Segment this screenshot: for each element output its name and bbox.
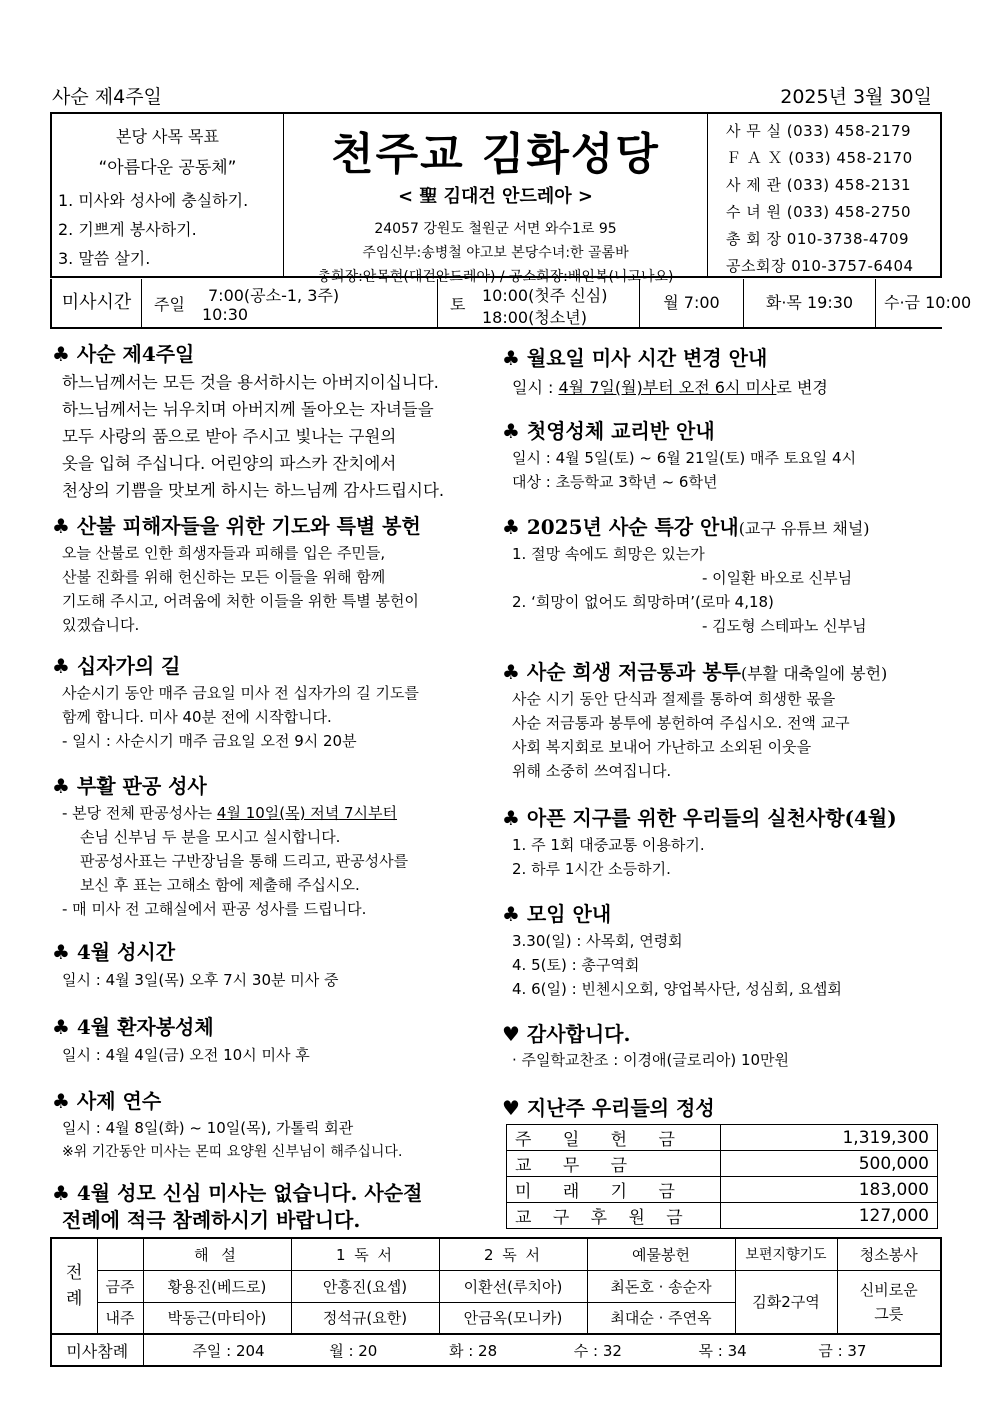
section-title: ♣ 십자가의 길 xyxy=(52,654,181,678)
section-offerings xyxy=(502,1092,942,1121)
section-title: ♣ 4월 환자봉성체 xyxy=(52,1015,214,1039)
header-commentary: 해 설 xyxy=(143,1238,291,1270)
text-line: 4. 6(일) : 빈첸시오회, 양업복사단, 성심회, 요셉회 xyxy=(512,980,842,998)
text-line: 일시 : 4월 5일(토) ~ 6월 21일(토) 매주 토요일 4시 xyxy=(512,449,857,467)
liturgy-table xyxy=(50,1237,942,1367)
saturday-time-1: 10:00(첫주 신심) xyxy=(482,286,608,305)
pastoral-goals xyxy=(52,114,284,276)
section-holy-hour xyxy=(52,936,492,990)
prayer-group: 김화2구역 xyxy=(735,1270,837,1334)
goal-item: 1. 미사와 성사에 충실하기. xyxy=(58,191,249,210)
contact-rectory: 사 제 관 (033) 458-2131 xyxy=(726,176,912,194)
offering-label: 교 무 금 xyxy=(507,1151,721,1177)
text-line: 사순 저금통과 봉투에 봉헌하여 주십시오. 전액 교구 xyxy=(512,714,850,732)
title-text: ♣ 사순 희생 저금통과 봉투 xyxy=(502,660,741,684)
offering-row xyxy=(507,1151,938,1177)
section-title: ♣ 사순 제4주일 xyxy=(52,342,195,366)
text-line: 사순 시기 동안 단식과 절제를 통하여 희생한 몫을 xyxy=(512,690,836,708)
church-clergy: 주임신부:송병철 야고보 본당수녀:한 골롬바 xyxy=(362,245,629,261)
section-lent-sacrifice-box xyxy=(502,656,942,783)
attendance-sunday: 주일 : 204 xyxy=(192,1341,265,1360)
contact-mission-president: 공소회장 010-3757-6404 xyxy=(726,257,914,275)
masthead-box xyxy=(50,112,942,285)
section-title: ♥ 지난주 우리들의 정성 xyxy=(502,1096,715,1120)
church-patron: < 聖 김대건 안드레아 > xyxy=(398,186,593,207)
text-line: 3.30(일) : 사목회, 연령회 xyxy=(512,932,683,950)
next-week-label: 내주 xyxy=(97,1302,143,1334)
attendance-thu: 목 : 34 xyxy=(698,1341,747,1360)
this-week-reading-1: 안흥진(요셉) xyxy=(291,1270,439,1302)
text-line: 하느님께서는 모든 것을 용서하시는 아버지이십니다. xyxy=(62,373,439,392)
church-address: 24057 강원도 철원군 서면 와수1로 95 xyxy=(374,221,617,237)
goal-item: 3. 말씀 살기. xyxy=(58,249,151,268)
text-span: 로 변경 xyxy=(776,378,828,397)
text-line: 2. 하루 1시간 소등하기. xyxy=(512,860,671,878)
section-title: ♣ 산불 피해자들을 위한 기도와 특별 봉헌 xyxy=(52,514,421,538)
attendance-values xyxy=(143,1334,941,1366)
section-monday-mass-change xyxy=(502,342,942,398)
offering-table xyxy=(506,1124,938,1229)
text-line: 함께 합니다. 미사 40분 전에 시작합니다. xyxy=(62,708,332,726)
text-line: 위해 소중히 쓰여집니다. xyxy=(512,762,672,780)
text-line: 사회 복지회로 보내어 가난하고 소외된 이웃을 xyxy=(512,738,812,756)
goals-motto: “아름다운 공동체” xyxy=(98,158,237,178)
text-line: 옷을 입혀 주십니다. 어린양의 파스카 잔치에서 xyxy=(62,454,397,473)
bulletin-header xyxy=(52,82,932,109)
section-title: 전례에 적극 참례하시기 바랍니다. xyxy=(62,1208,361,1232)
saturday-label: 토 xyxy=(450,295,466,314)
sunday-time-1: 7:00(공소-1, 3주) xyxy=(208,286,340,305)
attendance-mon: 월 : 20 xyxy=(329,1341,378,1360)
bulletin-date: 2025년 3월 30일 xyxy=(780,86,932,108)
section-title: ♣ 4월 성모 신심 미사는 없습니다. 사순절 xyxy=(52,1181,423,1205)
text-line: 일시 : 4월 8일(화) ~ 10일(목), 가톨릭 회관 xyxy=(62,1119,354,1137)
contact-list xyxy=(708,114,940,276)
text-line: 대상 : 초등학교 3학년 ~ 6학년 xyxy=(512,473,718,491)
text-line: 1. 절망 속에도 희망은 있는가 xyxy=(512,545,705,563)
section-title: ♣ 아픈 지구를 위한 우리들의 실천사항(4월) xyxy=(502,806,897,830)
sunday-time-2: 10:30 xyxy=(202,305,249,324)
text-line: - 김도형 스테파노 신부님 xyxy=(702,617,867,635)
liturgy-label xyxy=(51,1238,97,1334)
section-title xyxy=(502,511,942,540)
section-lent-4th-sunday xyxy=(52,338,492,504)
offering-row xyxy=(507,1203,938,1229)
church-council: 총회장:안목현(대건안드레아) / 공소회장:배인복(니고나오) xyxy=(317,269,674,285)
liturgy-label-1: 전 xyxy=(66,1263,83,1283)
section-sick-communion xyxy=(52,1011,492,1065)
offering-amount: 500,000 xyxy=(721,1151,938,1177)
header-prayer: 보편지향기도 xyxy=(735,1238,837,1270)
mass-wed-fri: 수·금 10:00 xyxy=(884,293,972,312)
text-line: 사순시기 동안 매주 금요일 미사 전 십자가의 길 기도를 xyxy=(62,684,419,702)
church-name: 천주교 김화성당 xyxy=(331,129,660,180)
liturgy-label-2: 례 xyxy=(66,1289,83,1309)
this-week-commentary: 황용진(베드로) xyxy=(143,1270,291,1302)
section-title: ♥ 감사합니다. xyxy=(502,1022,631,1046)
underlined-date: 4월 7일(월)부터 오전 6시 미사 xyxy=(558,378,777,397)
this-week-reading-2: 이환선(루치아) xyxy=(439,1270,587,1302)
section-way-of-cross xyxy=(52,650,492,753)
attendance-fri: 금 : 37 xyxy=(818,1341,867,1360)
text-line: - 일시 : 사순시기 매주 금요일 오전 9시 20분 xyxy=(62,732,357,750)
text-line: 일시 : 4월 4일(금) 오전 10시 미사 후 xyxy=(62,1046,310,1064)
section-title xyxy=(502,656,942,685)
contact-president: 총 회 장 010-3738-4709 xyxy=(726,230,910,248)
section-thanks xyxy=(502,1018,942,1070)
underlined-date: 4월 10일(목) 저녁 7시부터 xyxy=(216,804,398,822)
text-line: 오늘 산불로 인한 희생자들과 피해를 입은 주민들, xyxy=(62,544,386,562)
saturday-time-2: 18:00(청소년) xyxy=(482,308,587,327)
text-line: 보신 후 표는 고해소 함에 제출해 주십시오. xyxy=(80,876,360,894)
offering-amount: 183,000 xyxy=(721,1177,938,1203)
sunday-label: 주일 xyxy=(154,295,185,314)
text-line: 기도해 주시고, 어려움에 처한 이들을 위한 특별 봉헌이 xyxy=(62,592,419,610)
contact-convent: 수 녀 원 (033) 458-2750 xyxy=(726,203,912,221)
section-easter-confession xyxy=(52,770,492,921)
title-sub: (교구 유튜브 채널) xyxy=(738,519,870,538)
section-title: ♣ 첫영성체 교리반 안내 xyxy=(502,419,715,443)
text-line: 일시 : 4월 3일(목) 오후 7시 30분 미사 중 xyxy=(62,971,339,989)
text-line: 판공성사표는 구반장님을 통해 드리고, 판공성사를 xyxy=(80,852,409,870)
offering-label: 미 래 기 금 xyxy=(507,1177,721,1203)
goal-item: 2. 기쁘게 봉사하기. xyxy=(58,220,197,239)
text-line: - 이일환 바오로 신부님 xyxy=(702,569,853,587)
contact-fax: Ｆ Ａ Ｘ (033) 458-2170 xyxy=(726,149,913,167)
text-line: 1. 주 1회 대중교통 이용하기. xyxy=(512,836,705,854)
text-span: 일시 : xyxy=(512,378,559,397)
mass-saturday xyxy=(438,279,640,327)
section-meetings xyxy=(502,898,942,1001)
offering-label: 주 일 헌 금 xyxy=(507,1125,721,1151)
title-text: ♣ 2025년 사순 특강 안내 xyxy=(502,515,739,539)
offering-row xyxy=(507,1125,938,1151)
offering-amount: 127,000 xyxy=(721,1203,938,1229)
section-title: ♣ 사제 연수 xyxy=(52,1089,162,1113)
header-reading-2: 2 독 서 xyxy=(439,1238,587,1270)
next-week-offertory: 최대순 · 주연옥 xyxy=(587,1302,735,1334)
text-line: ※위 기간동안 미사는 몬띠 요양원 신부님이 해주십니다. xyxy=(62,1144,403,1160)
section-title: ♣ 4월 성시간 xyxy=(52,940,176,964)
liturgical-week: 사순 제4주일 xyxy=(52,86,162,108)
mass-label: 미사시간 xyxy=(50,279,142,327)
text-line: 손님 신부님 두 분을 모시고 실시합니다. xyxy=(80,828,341,846)
goals-title: 본당 사목 목표 xyxy=(116,127,219,146)
next-week-reading-2: 안금옥(모니카) xyxy=(439,1302,587,1334)
this-week-label: 금주 xyxy=(97,1270,143,1302)
text-line: 하느님께서는 뉘우치며 아버지께 돌아오는 자녀들을 xyxy=(62,400,434,419)
text-span: - 본당 전체 판공성사는 xyxy=(62,804,217,822)
section-priest-retreat xyxy=(52,1085,492,1164)
text-line xyxy=(502,375,942,398)
attendance-label: 미사참례 xyxy=(51,1334,143,1366)
header-reading-1: 1 독 서 xyxy=(291,1238,439,1270)
this-week-offertory: 최돈호 · 송순자 xyxy=(587,1270,735,1302)
offering-row xyxy=(507,1177,938,1203)
attendance-tue: 화 : 28 xyxy=(448,1341,498,1360)
text-line: - 매 미사 전 고해실에서 판공 성사를 드립니다. xyxy=(62,900,367,918)
next-week-reading-1: 정석규(요한) xyxy=(291,1302,439,1334)
text-line: 있겠습니다. xyxy=(62,616,140,634)
section-first-communion xyxy=(502,415,942,494)
section-earth-practice xyxy=(502,802,942,881)
text-line: 산불 진화를 위해 헌신하는 모든 이들을 위해 함께 xyxy=(62,568,386,586)
cleaning-text-1: 신비로운 xyxy=(859,1280,918,1299)
text-line: · 주일학교찬조 : 이경애(글로리아) 10만원 xyxy=(512,1051,790,1069)
next-week-commentary: 박동근(마티아) xyxy=(143,1302,291,1334)
text-line: 2. ‘희망이 없어도 희망하며’(로마 4,18) xyxy=(512,593,774,611)
section-title: ♣ 모임 안내 xyxy=(502,902,612,926)
section-marian-mass-notice xyxy=(52,1180,492,1234)
cleaning-group xyxy=(837,1270,941,1334)
mass-times xyxy=(50,279,972,329)
church-info xyxy=(284,114,708,285)
section-lent-lecture xyxy=(502,511,942,638)
empty-cell xyxy=(97,1238,143,1270)
cleaning-text-2: 그릇 xyxy=(874,1304,904,1323)
text-line: 모두 사랑의 품으로 받아 주시고 빛나는 구원의 xyxy=(62,427,397,446)
offering-label: 교 구 후 원 금 xyxy=(507,1203,721,1229)
section-title: ♣ 월요일 미사 시간 변경 안내 xyxy=(502,346,768,370)
text-line xyxy=(62,801,492,825)
mass-sunday xyxy=(142,279,438,327)
mass-tue-thu: 화·목 19:30 xyxy=(744,279,876,327)
header-cleaning: 청소봉사 xyxy=(837,1238,941,1270)
text-line: 천상의 기쁨을 맛보게 하시는 하느님께 감사드립시다. xyxy=(62,481,445,500)
text-line: 4. 5(토) : 총구역회 xyxy=(512,956,640,974)
title-sub: (부활 대축일에 봉헌) xyxy=(740,664,888,683)
mass-monday: 월 7:00 xyxy=(640,279,744,327)
header-offertory: 예물봉헌 xyxy=(587,1238,735,1270)
section-title: ♣ 부활 판공 성사 xyxy=(52,774,207,798)
offering-amount: 1,319,300 xyxy=(721,1125,938,1151)
section-wildfire-prayer xyxy=(52,510,492,637)
attendance-wed: 수 : 32 xyxy=(573,1341,622,1360)
contact-office: 사 무 실 (033) 458-2179 xyxy=(726,122,912,140)
